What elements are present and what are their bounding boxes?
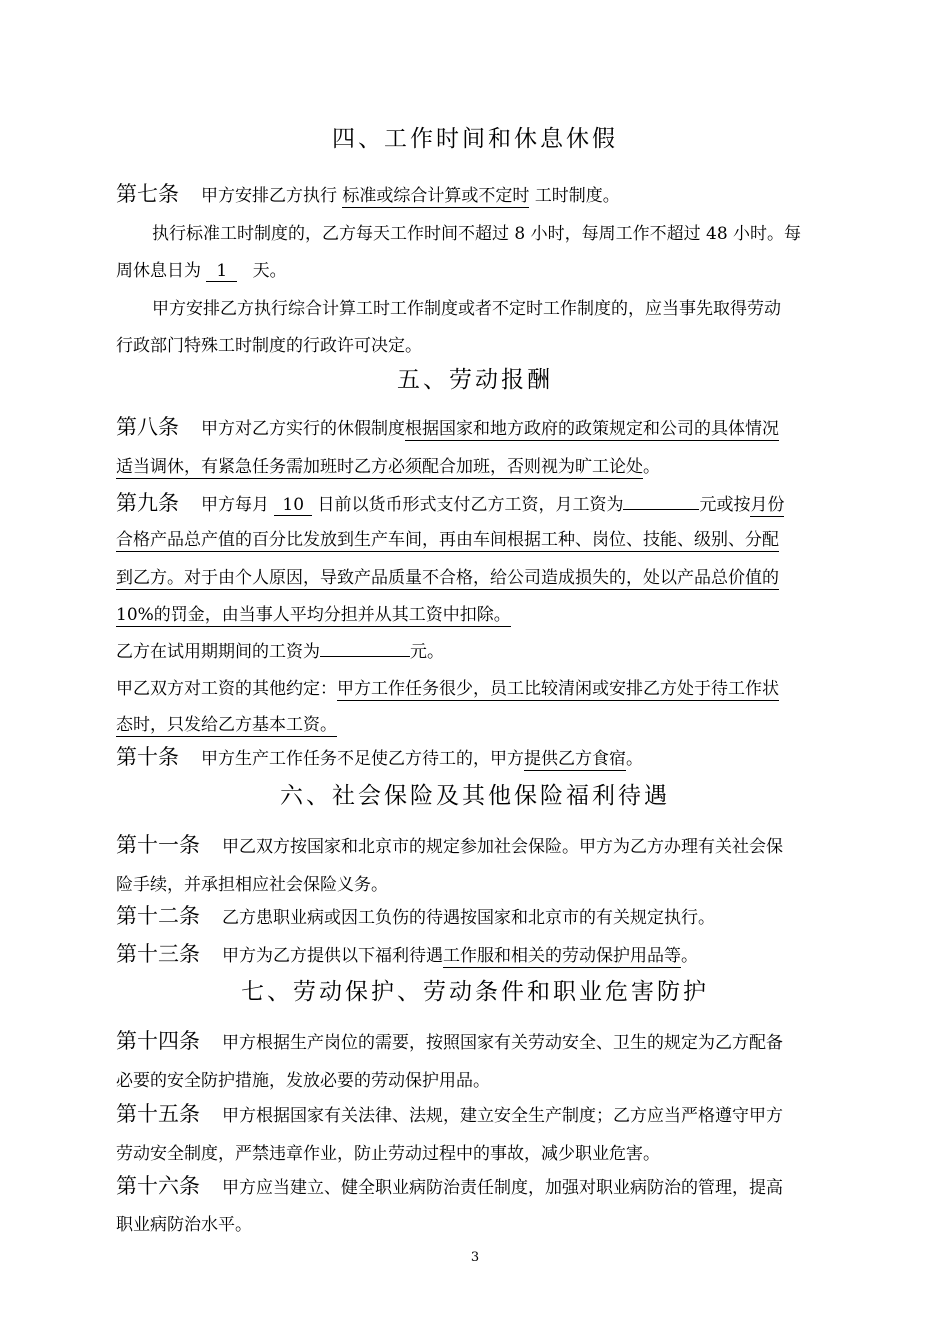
trial-wage-blank [320,638,410,657]
section-6-heading: 六、社会保险及其他保险福利待遇 [280,783,670,809]
article-10-label: 第十条 [116,745,179,769]
article-12-label: 第十二条 [116,904,200,928]
article-16-label: 第十六条 [116,1174,200,1198]
pay-day-fill: 10 [274,495,312,516]
article-9-line-2: 合格产品总产值的百分比发放到生产车间，再由车间根据工种、岗位、技能、级别、分配 [116,530,779,550]
article-11-line-1: 第十一条 甲乙双方按国家和北京市的规定参加社会保险。甲方为乙方办理有关社会保 [116,833,783,857]
monthly-wage-blank [623,491,699,510]
article-8-label: 第八条 [116,415,179,439]
section-7-heading: 七、劳动保护、劳动条件和职业危害防护 [241,979,709,1005]
rest-days-fill: 1 [206,261,237,282]
article-13-label: 第十三条 [116,942,200,966]
other-agreement-line-2: 态时，只发给乙方基本工资。 [116,715,337,735]
section-4-heading: 四、工作时间和休息休假 [332,126,618,152]
article-14-line-1: 第十四条 甲方根据生产岗位的需要，按照国家有关劳动安全、卫生的规定为乙方配备 [116,1029,783,1053]
article-9-line-4: 10%的罚金，由当事人平均分担并从其工资中扣除。 [116,605,511,625]
article-7-fill: 标准或综合计算或不定时 [342,186,530,206]
article-8-line-2: 适当调休，有紧急任务需加班时乙方必须配合加班，否则视为旷工论处。 [116,457,660,477]
article-7: 第七条 甲方安排乙方执行 标准或综合计算或不定时 工时制度。 [116,182,620,206]
article-15-label: 第十五条 [116,1102,200,1126]
section-5-heading: 五、劳动报酬 [397,367,553,393]
article-13: 第十三条 甲方为乙方提供以下福利待遇工作服和相关的劳动保护用品等。 [116,942,698,966]
article-15-line-2: 劳动安全制度，严禁违章作业，防止劳动过程中的事故，减少职业危害。 [116,1144,660,1164]
paragraph-standard-hours-1: 执行标准工时制度的，乙方每天工作时间不超过 8 小时，每周工作不超过 48 小时。每 [152,224,802,244]
article-12: 第十二条 乙方患职业病或因工负伤的待遇按国家和北京市的有关规定执行。 [116,904,715,928]
other-agreement-line-1: 甲乙双方对工资的其他约定：甲方工作任务很少，员工比较清闲或安排乙方处于待工作状 [116,679,779,699]
paragraph-standard-hours-2: 周休息日为 1 天。 [116,261,287,281]
page-number: 3 [470,1250,480,1265]
article-9-line-3: 到乙方。对于由个人原因，导致产品质量不合格，给公司造成损失的，处以产品总价值的 [116,568,779,588]
article-16-line-1: 第十六条 甲方应当建立、健全职业病防治责任制度，加强对职业病防治的管理，提高 [116,1174,783,1198]
article-9-label: 第九条 [116,491,179,515]
article-15-line-1: 第十五条 甲方根据国家有关法律、法规，建立安全生产制度；乙方应当严格遵守甲方 [116,1102,783,1126]
article-16-line-2: 职业病防治水平。 [116,1215,252,1235]
article-7-label: 第七条 [116,182,179,206]
article-8-line-1: 第八条 甲方对乙方实行的休假制度根据国家和地方政府的政策规定和公司的具体情况 [116,415,779,439]
paragraph-special-hours-1: 甲方安排乙方执行综合计算工时工作制度或者不定时工作制度的，应当事先取得劳动 [152,299,781,319]
paragraph-special-hours-2: 行政部门特殊工时制度的行政许可决定。 [116,336,422,356]
trial-wage-line: 乙方在试用期期间的工资为 元。 [116,637,876,662]
article-10: 第十条 甲方生产工作任务不足使乙方待工的，甲方提供乙方食宿。 [116,745,643,769]
article-9-line-1: 第九条 甲方每月 10 日前以货币形式支付乙方工资，月工资为 元或按月份 [116,491,785,515]
article-14-line-2: 必要的安全防护措施，发放必要的劳动保护用品。 [116,1071,490,1091]
article-11-label: 第十一条 [116,833,200,857]
article-14-label: 第十四条 [116,1029,200,1053]
article-11-line-2: 险手续，并承担相应社会保险义务。 [116,875,388,895]
